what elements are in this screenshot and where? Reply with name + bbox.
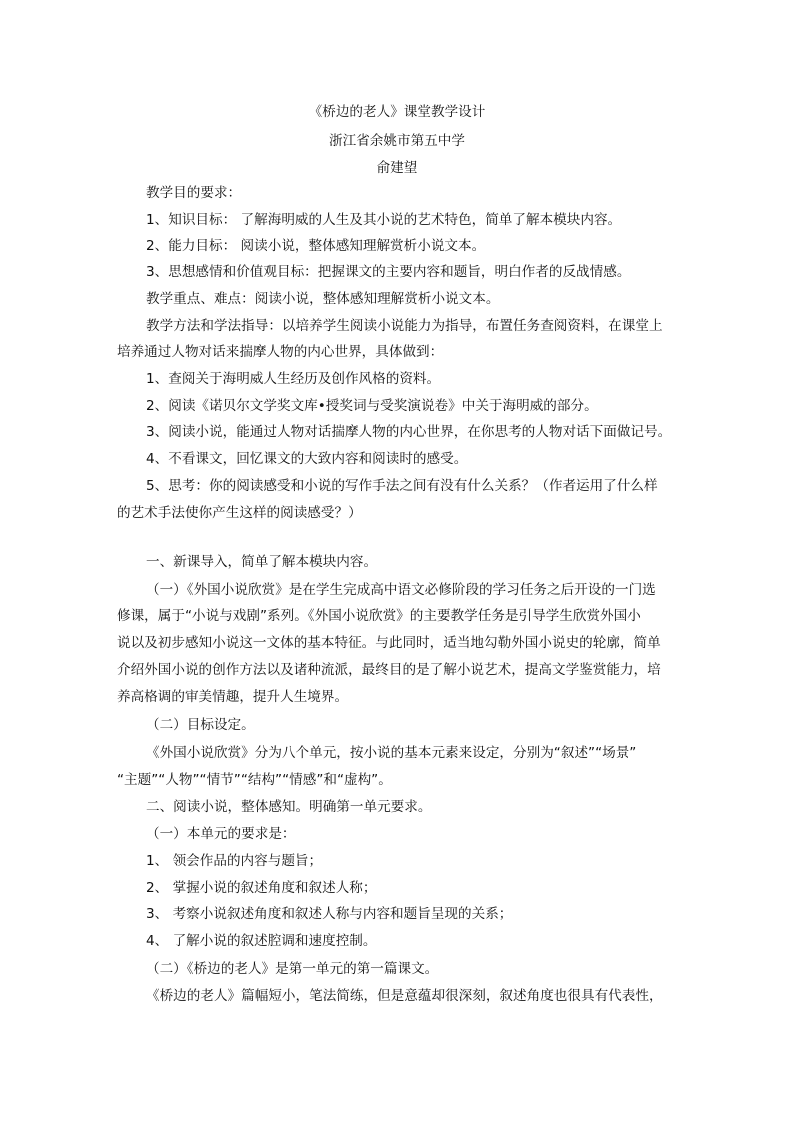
- think-line: 的艺术手法使你产生这样的阅读感受？）: [117, 505, 362, 521]
- section1-heading: 一、新课导入，简单了解本模块内容。: [146, 554, 378, 570]
- section1-paragraph: 养高格调的审美情趣，提升人生境界。: [117, 689, 349, 705]
- section1-paragraph: （一）《外国小说欣赏》是在学生完成高中语文必修阶段的学习任务之后开设的一门选: [146, 582, 656, 598]
- section2-heading: 二、阅读小说，整体感知。明确第一单元要求。: [146, 799, 432, 815]
- section1-paragraph: 修课，属于“小说与戏剧”系列。《外国小说欣赏》的主要教学任务是引导学生欣赏外国小: [117, 608, 641, 624]
- method-item: 3、阅读小说，能通过人物对话揣摩人物的内心世界，在你思考的人物对话下面做记号。: [146, 424, 672, 440]
- requirement-item: 4、 了解小说的叙述腔调和速度控制。: [146, 933, 377, 949]
- school-name: 浙江省余姚市第五中学: [329, 133, 465, 149]
- method-item: 1、查阅关于海明威人生经历及创作风格的资料。: [146, 371, 441, 387]
- section2-subheading: （二）《桥边的老人》是第一单元的第一篇课文。: [146, 961, 439, 977]
- section1-paragraph: 说以及初步感知小说这一文体的基本特征。与此同时，适当地勾勒外国小说史的轮廓，简单: [117, 635, 661, 651]
- method-item: 2、阅读《诺贝尔文学奖文库•授奖词与受奖演说卷》中关于海明威的部分。: [146, 398, 598, 414]
- think-line: 5、思考：你的阅读感受和小说的写作手法之间有没有什么关系？（作者运用了什么样: [146, 478, 658, 494]
- goal-item: 3、思想感情和价值观目标：把握课文的主要内容和题旨，明白作者的反战情感。: [146, 264, 631, 280]
- section2-paragraph: 《桥边的老人》篇幅短小，笔法简练，但是意蕴却很深刻，叙述角度也很具有代表性，: [146, 988, 663, 1004]
- key-points: 教学重点、难点：阅读小说，整体感知理解赏析小说文本。: [146, 291, 500, 307]
- methods-line: 教学方法和学法指导：以培养学生阅读小说能力为指导，布置任务查阅资料，在课堂上: [146, 318, 663, 334]
- requirement-item: 2、 掌握小说的叙述角度和叙述人称；: [146, 880, 377, 896]
- goal-item: 2、能力目标： 阅读小说，整体感知理解赏析小说文本。: [146, 238, 486, 254]
- section2-subheading: （一）本单元的要求是：: [146, 826, 296, 842]
- section1-paragraph: 介绍外国小说的创作方法以及诸种流派，最终目的是了解小说艺术，提高文学鉴赏能力，培: [117, 662, 661, 678]
- section1-subheading: （二）目标设定。: [146, 717, 255, 733]
- section1-paragraph: “主题”“人物”“情节”“结构”“情感”和“虚构”。: [117, 772, 392, 788]
- section1-paragraph: 《外国小说欣赏》分为八个单元，按小说的基本元素来设定，分别为“叙述”“场景”: [146, 745, 637, 761]
- requirement-item: 1、 领会作品的内容与题旨；: [146, 853, 323, 869]
- methods-line: 培养通过人物对话来揣摩人物的内心世界，具体做到：: [117, 344, 444, 360]
- requirement-item: 3、 考察小说叙述角度和叙述人称与内容和题旨呈现的关系；: [146, 906, 513, 922]
- goal-item: 1、知识目标： 了解海明威的人生及其小说的艺术特色，简单了解本模块内容。: [146, 212, 622, 228]
- document-title: 《桥边的老人》课堂教学设计: [308, 104, 486, 120]
- author-name: 俞建望: [376, 160, 418, 176]
- method-item: 4、不看课文，回忆课文的大致内容和阅读时的感受。: [146, 451, 468, 467]
- goals-heading: 教学目的要求：: [146, 185, 242, 201]
